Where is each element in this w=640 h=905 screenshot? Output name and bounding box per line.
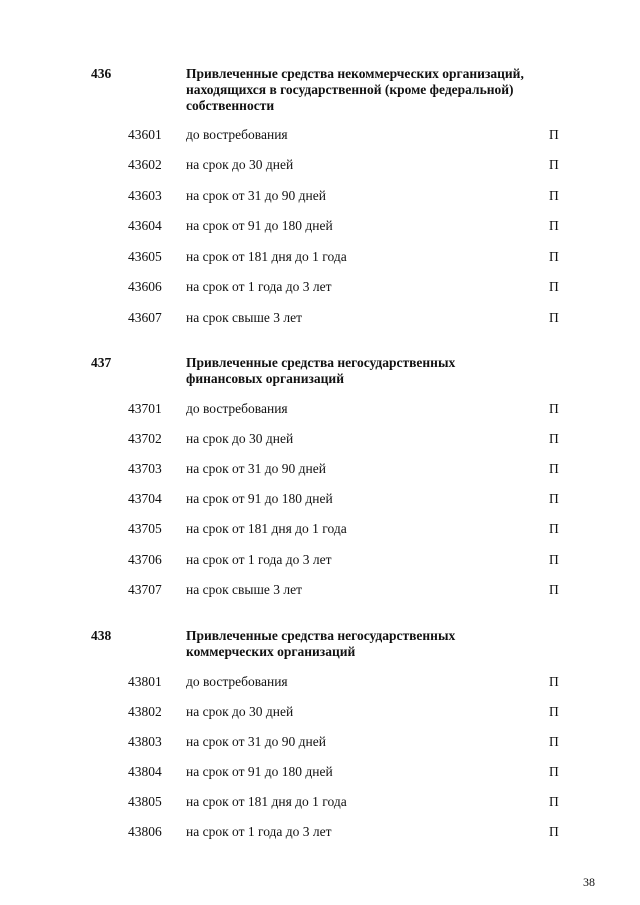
account-type-mark: П bbox=[549, 279, 559, 294]
account-number: 43702 bbox=[128, 431, 162, 446]
account-description: до востребования bbox=[186, 127, 288, 142]
account-description: на срок до 30 дней bbox=[186, 704, 294, 719]
account-number: 43602 bbox=[128, 157, 162, 172]
account-type-mark: П bbox=[549, 127, 559, 142]
account-number: 43601 bbox=[128, 127, 162, 142]
account-description: на срок от 1 года до 3 лет bbox=[186, 279, 332, 294]
account-number: 43804 bbox=[128, 764, 162, 779]
account-type-mark: П bbox=[549, 764, 559, 779]
account-description: на срок от 181 дня до 1 года bbox=[186, 521, 347, 536]
account-description: на срок от 31 до 90 дней bbox=[186, 188, 326, 203]
account-number: 43607 bbox=[128, 310, 162, 325]
account-description: на срок от 91 до 180 дней bbox=[186, 218, 333, 233]
account-type-mark: П bbox=[549, 188, 559, 203]
account-description: на срок от 91 до 180 дней bbox=[186, 491, 333, 506]
section-code: 436 bbox=[91, 66, 112, 81]
account-number: 43705 bbox=[128, 521, 162, 536]
account-type-mark: П bbox=[549, 552, 559, 567]
section-code: 437 bbox=[91, 355, 112, 370]
account-description: на срок свыше 3 лет bbox=[186, 582, 302, 597]
account-number: 43701 bbox=[128, 401, 162, 416]
account-number: 43703 bbox=[128, 461, 162, 476]
section-title: Привлеченные средства негосударственных финансовых организаций bbox=[186, 355, 456, 386]
account-type-mark: П bbox=[549, 401, 559, 416]
account-type-mark: П bbox=[549, 674, 559, 689]
account-description: на срок до 30 дней bbox=[186, 431, 294, 446]
account-description: на срок от 181 дня до 1 года bbox=[186, 794, 347, 809]
account-description: на срок от 181 дня до 1 года bbox=[186, 249, 347, 264]
account-number: 43707 bbox=[128, 582, 162, 597]
account-description: на срок от 1 года до 3 лет bbox=[186, 824, 332, 839]
account-number: 43603 bbox=[128, 188, 162, 203]
account-number: 43802 bbox=[128, 704, 162, 719]
account-type-mark: П bbox=[549, 734, 559, 749]
account-description: на срок свыше 3 лет bbox=[186, 310, 302, 325]
page-number: 38 bbox=[583, 875, 595, 889]
account-description: на срок до 30 дней bbox=[186, 157, 294, 172]
account-description: до востребования bbox=[186, 674, 288, 689]
account-description: до востребования bbox=[186, 401, 288, 416]
account-type-mark: П bbox=[549, 704, 559, 719]
account-type-mark: П bbox=[549, 582, 559, 597]
account-description: на срок от 31 до 90 дней bbox=[186, 734, 326, 749]
account-number: 43803 bbox=[128, 734, 162, 749]
account-number: 43604 bbox=[128, 218, 162, 233]
account-number: 43805 bbox=[128, 794, 162, 809]
account-type-mark: П bbox=[549, 218, 559, 233]
account-type-mark: П bbox=[549, 431, 559, 446]
account-description: на срок от 31 до 90 дней bbox=[186, 461, 326, 476]
account-type-mark: П bbox=[549, 794, 559, 809]
account-type-mark: П bbox=[549, 249, 559, 264]
account-description: на срок от 1 года до 3 лет bbox=[186, 552, 332, 567]
account-number: 43704 bbox=[128, 491, 162, 506]
account-number: 43806 bbox=[128, 824, 162, 839]
account-type-mark: П bbox=[549, 310, 559, 325]
account-number: 43706 bbox=[128, 552, 162, 567]
section-title: Привлеченные средства некоммерческих организаций, находящихся в государственной (кроме федеральной) собственности bbox=[186, 66, 524, 113]
section-title: Привлеченные средства негосударственных коммерческих организаций bbox=[186, 628, 456, 659]
section-code: 438 bbox=[91, 628, 112, 643]
account-number: 43606 bbox=[128, 279, 162, 294]
account-type-mark: П bbox=[549, 157, 559, 172]
account-type-mark: П bbox=[549, 521, 559, 536]
account-type-mark: П bbox=[549, 461, 559, 476]
account-number: 43605 bbox=[128, 249, 162, 264]
account-number: 43801 bbox=[128, 674, 162, 689]
account-type-mark: П bbox=[549, 824, 559, 839]
account-type-mark: П bbox=[549, 491, 559, 506]
account-description: на срок от 91 до 180 дней bbox=[186, 764, 333, 779]
